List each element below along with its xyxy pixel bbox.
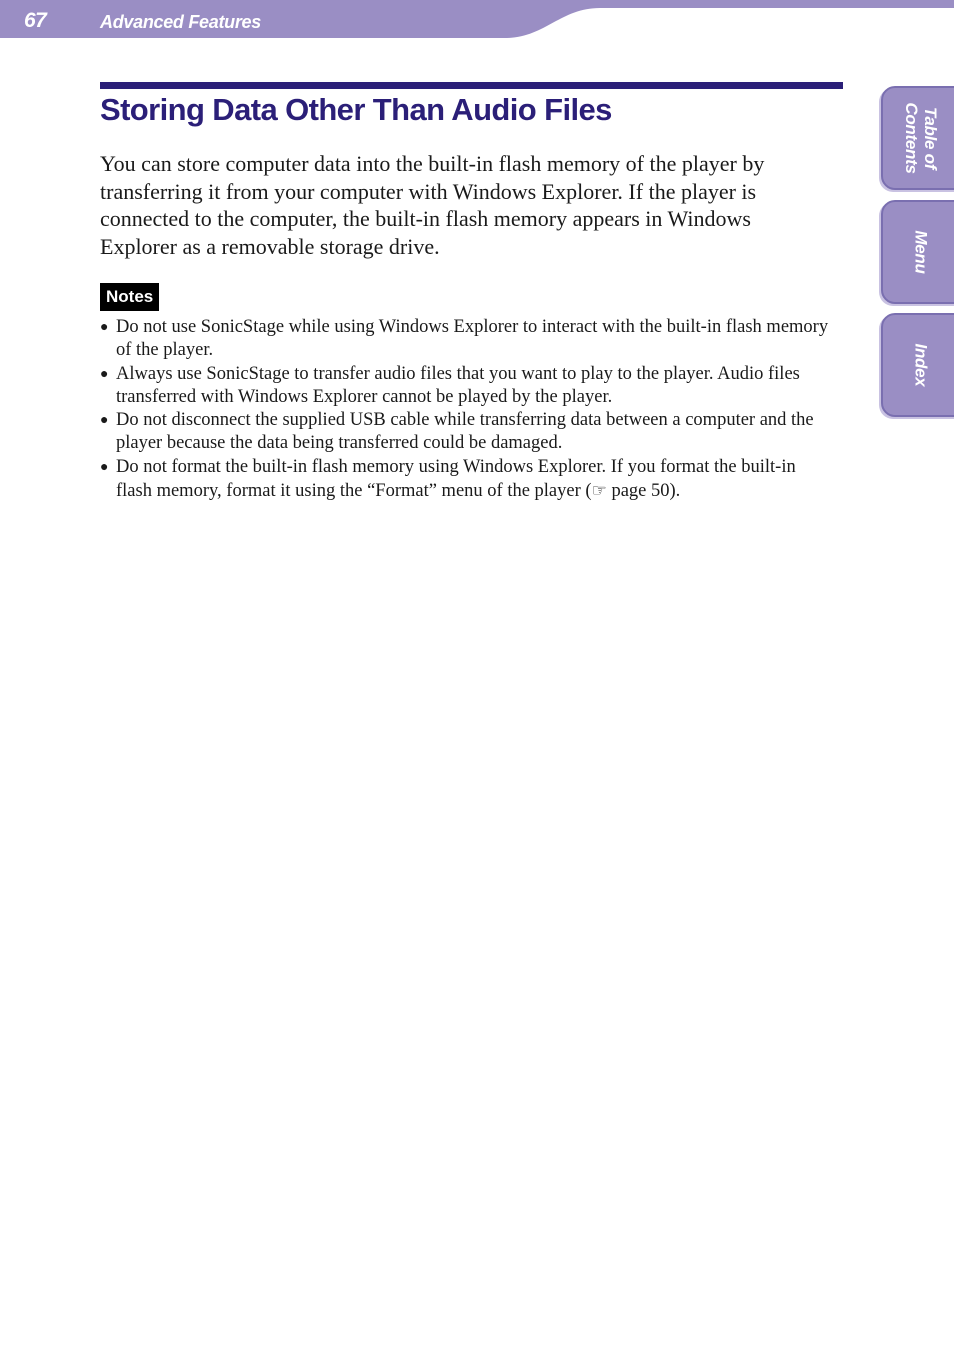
intro-paragraph: You can store computer data into the built-in flash memory of the player by transferring it from your computer with Windows Explorer. If the player is connected to the computer, the built-in flash memory appears in Windows Explorer as a removable storage drive. (100, 151, 765, 259)
section-name: Advanced Features (100, 12, 261, 32)
bullet: ● (100, 366, 109, 382)
note-item (100, 456, 835, 504)
tab-index-label: Index (911, 343, 931, 387)
tab-index[interactable] (881, 313, 954, 417)
bullet: ● (100, 413, 109, 429)
pointing-hand-icon[interactable]: ☞ (591, 481, 607, 501)
note-item (100, 363, 835, 410)
page-reference[interactable]: page 50). (606, 481, 681, 502)
header-band (0, 0, 954, 40)
tab-menu-label: Menu (911, 230, 931, 274)
notes-list (100, 316, 835, 503)
bullet: ● (100, 320, 109, 335)
tab-table-of-contents[interactable] (881, 86, 954, 190)
tab-menu[interactable] (881, 200, 954, 304)
note-item (100, 316, 835, 363)
note-text: Always use SonicStage to transfer audio files that you want to play to the player. Audio files transferred with Windows Explorer cannot be played by the player. (116, 363, 800, 407)
note-text: Do not format the built-in flash memory using Windows Explorer. If you format the built-in flash memory, format it using the “Format” menu of the player ( (116, 456, 796, 502)
note-text: Do not disconnect the supplied USB cable while transferring data between a computer and the player because the data being transferred could be damaged. (116, 410, 814, 454)
notes-label: Notes (100, 283, 159, 311)
tab-toc-label: Table of Contents (902, 102, 940, 174)
note-text: Do not use SonicStage while using Windows Explorer to interact with the built-in flash memory of the player. (116, 317, 829, 361)
page-number: 67 (24, 9, 47, 32)
title-rule (100, 82, 843, 89)
page-title: Storing Data Other Than Audio Files (100, 92, 612, 127)
note-item (100, 409, 835, 456)
bullet: ● (100, 459, 109, 475)
